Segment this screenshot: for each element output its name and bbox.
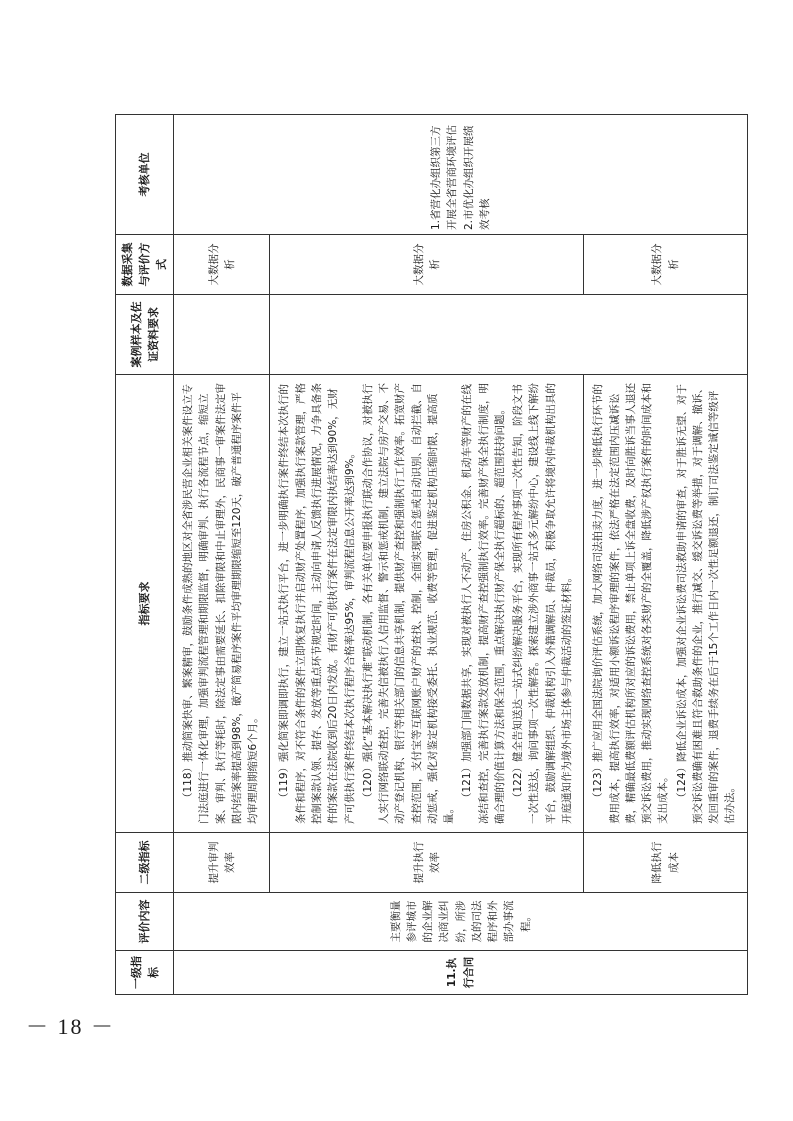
method-cell: 大数据分析 [174, 235, 270, 295]
requirement-cell [174, 375, 270, 833]
unit-line: 方开展 [430, 125, 459, 230]
method-cell: 大数据分析 [270, 235, 584, 295]
level1-cell: 11.执行合同 [174, 951, 748, 995]
table-row [174, 115, 270, 995]
indicator-table-rotated [115, 115, 737, 995]
header-content: 评价内容 [116, 893, 174, 951]
unit-line: 织第三 [430, 135, 443, 168]
indicator-table [115, 114, 748, 995]
requirement-item: （119）强化简案即调即执行，建立一站式执行平台，进一步明确执行案件终结本次执行的条件和程序，对不符合条件的案件立即恢复执行并启动财产处置程序，加强执行案款管理，严格控制案款认领、提存、发放等重点环节规定时间，主动向申请人反馈执行进展情况，力争具备条件的案款在法院收到后20日内发放。有财产可供执行案件在法定审限内执结率达到90%，无财产可供执行案件终结本次执行程序合格率达95%，审判流程信息公开率达到9%。 [278, 383, 356, 824]
unit-line: 2.市优 [462, 198, 475, 230]
method-cell: 大数据分析 [584, 235, 748, 295]
requirement-cell [270, 375, 584, 833]
unit-line: 全省营 [446, 177, 459, 209]
table-header-row [116, 115, 174, 995]
header-material: 案例样本及佐证资料要求 [116, 295, 174, 375]
material-cell [174, 295, 270, 375]
level2-cell: 降低执行成本 [584, 833, 748, 893]
unit-line: 核 [478, 198, 491, 209]
unit-line: 评估 [446, 125, 459, 146]
unit-line: 化办组 [462, 167, 475, 199]
material-cell [270, 295, 748, 375]
requirement-item: （123）推广应用全国法院询价评估系统，加大网络司法拍卖力度，进一步降低执行环节的费用成本，提高执行效率，对适用小额诉讼程序审理的案件，依法严格在法定范围内压减诉讼费，精确最低费额评估机构所对应的诉讼费用，禁止单项上诉全盘收费，及时向胜诉当事人退还预交诉讼费用，推动实现网络查控系统对各类财产的全覆盖，降低涉产权执行案件的时间成本和支出成本。 [592, 383, 670, 824]
header-requirements: 指标要求 [116, 375, 174, 833]
eval-content-cell: 主要衡量参评城市的企业解决商业纠纷，所涉及的司法程序和外部办事流程。 [174, 893, 748, 951]
table-row [270, 115, 584, 995]
table-row [584, 115, 748, 995]
requirement-item: （121）加强部门间数据共享，实现对被执行人不动产、住房公积金、机动车等财产的在线冻结和查控，完善执行案款发放机制，提高财产查控强制执行效率。完善财产保全执行制度，明确合理的价值计算方法和保全范围，重点解决执行财产保全执行超标的、超范围扶持问题。 [461, 383, 506, 824]
unit-line: 织开展 [462, 135, 475, 168]
requirement-cell [584, 375, 748, 833]
requirement-item: （118）推动简案快审、繁案精审，鼓励条件成熟的地区对全省涉民营企业相关案件设立专门法庭进行一体化审理，加强审判流程管理和期限监督，明确审判、执行各流程节点，缩短立案、审判、执行等耗时，除法定事由需要延长、扣除审限和中止审理外，民商事一审案件法定审限内结案率提高到98%，破产简易程序案件平均审理期限缩短至120天，破产普通程序案件平均审理周期缩短6个月。 [182, 383, 260, 824]
requirement-item: （124）降低企业诉讼成本，加强对企业诉讼费司法救助申请的审查，对于胜诉无望、对于预交诉讼费确有困难且符合救助条件的企业，推行减交、缓交诉讼费等举措，对于调解、撤诉、发回重审的案件，退费手续务在后于15个工作日内一次性足额退还，制订司法鉴定诚信等级评估办法。 [675, 383, 737, 824]
requirement-item: （120）强化“基本解决执行难”联动机制，各有关单位要申报执行联动合作协议，对被执行人实行网络联动查控，完善失信被执行人信用监督、警示和惩戒机制，建立法院与房产交易、不动产登记机构、银行等相关部门的信息共享机制，提供财产查控和强制执行工作效率。拓宽财产查控范围，支付宝等互联网账户财产的查找、控制，全面实现联合惩戒自动识别、自动拦截、自动惩戒，强化对鉴定机构接受委托、执业规范、收费等管理，促进鉴定机构压缩时限，提高质量。 [361, 383, 456, 824]
level2-cell: 提升执行效率 [270, 833, 584, 893]
requirement-item: （122）健全告知送达一站式纠纷解决服务平台，实现所有程序事项一次性告知，阶段文书一次性送达，询问事项一次性解答。探索建立涉外商事一站式多元解纷中心，建设线上线下解纷平台，鼓励调解组织、仲裁机构引入外籍调解员、仲裁员，积极争取允许将境内仲裁机构出具的开庭通知作为境外市场主体参与仲裁活动的签证材料。 [512, 383, 573, 824]
unit-cell [174, 115, 748, 235]
page-number: － 18 － [26, 1014, 116, 1039]
header-level1: 一级指标 [116, 951, 174, 995]
header-level2: 二级指标 [116, 833, 174, 893]
header-unit: 考核单位 [116, 115, 174, 235]
unit-line: 1.省营 [430, 198, 443, 230]
unit-line: 绩效考 [462, 125, 491, 230]
unit-line: 商环境 [446, 146, 459, 178]
header-method: 数据采集与评价方式 [116, 235, 174, 295]
unit-line: 化办组 [430, 167, 443, 199]
level2-cell: 提升审判效率 [174, 833, 270, 893]
